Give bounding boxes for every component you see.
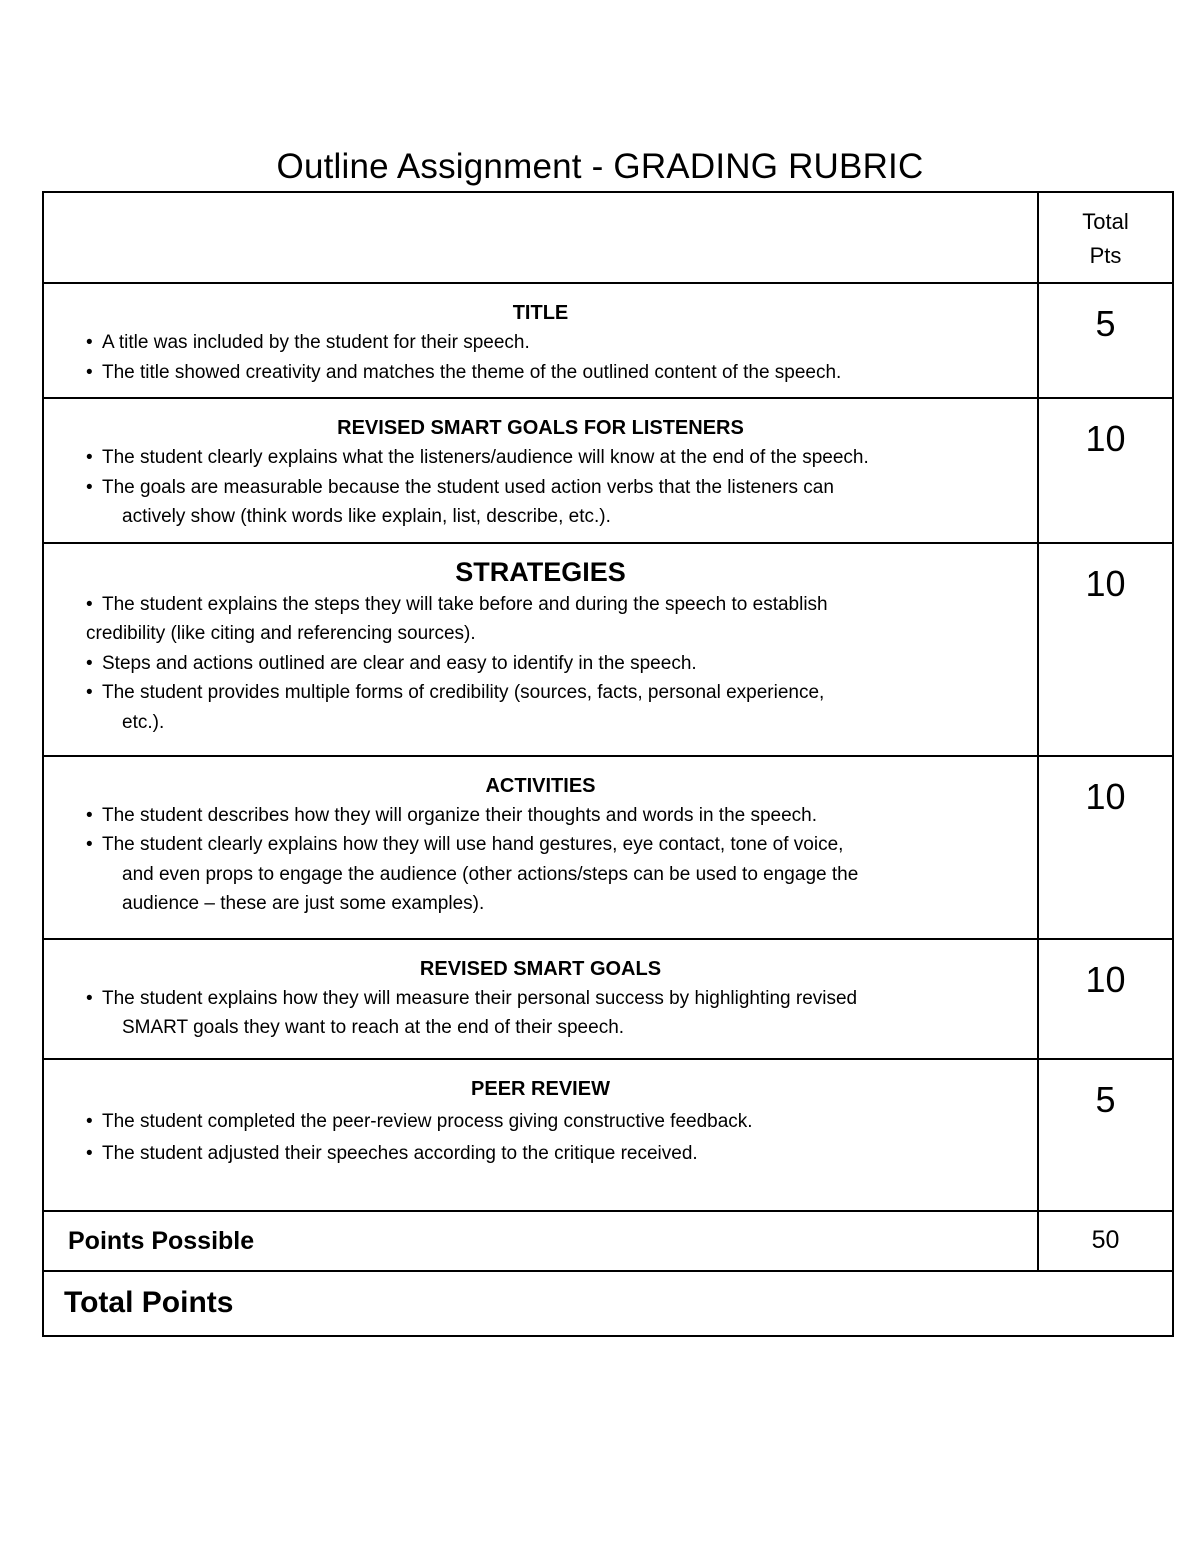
rubric-row-activities — [43, 756, 1173, 939]
points-cell: 10 — [1038, 939, 1173, 1059]
criteria-heading: PEER REVIEW — [471, 1077, 610, 1100]
points-possible-value: 50 — [1038, 1211, 1173, 1271]
points-cell: 10 — [1038, 543, 1173, 756]
list-item: • A title was included by the student for their speech. — [86, 332, 530, 353]
criteria-cell — [43, 283, 1038, 398]
list-item-continuation: audience – these are just some examples). — [122, 893, 485, 914]
points-possible-label: Points Possible — [43, 1211, 1038, 1271]
criteria-cell — [43, 543, 1038, 756]
list-item-continuation: and even props to engage the audience (other actions/steps can be used to engage the — [122, 863, 859, 885]
rubric-table — [42, 191, 1174, 1337]
list-item: • The student provides multiple forms of credibility (sources, facts, personal experience, — [86, 682, 825, 703]
total-label: Total — [1082, 209, 1129, 234]
points-cell: 5 — [1038, 283, 1173, 398]
list-item-continuation: etc.). — [122, 711, 165, 733]
rubric-row-title — [43, 283, 1173, 398]
criteria-heading: REVISED SMART GOALS FOR LISTENERS — [337, 417, 744, 439]
criteria-cell — [43, 756, 1038, 939]
total-points-row — [43, 1271, 1173, 1336]
list-item: • The student describes how they will organize their thoughts and words in the speech. — [86, 804, 818, 826]
list-item-continuation: credibility (like citing and referencing sources). — [86, 623, 476, 644]
rubric-row-strategies — [43, 543, 1173, 756]
list-item: • The student explains how they will measure their personal success by highlighting revised — [86, 987, 858, 1009]
rubric-row-smart-goals — [43, 939, 1173, 1059]
list-item: • The student clearly explains how they will use hand gestures, eye contact, tone of voice, — [86, 834, 844, 855]
criteria-heading: REVISED SMART GOALS — [419, 957, 662, 980]
header-criteria-cell — [43, 192, 1038, 283]
criteria-cell — [43, 939, 1038, 1059]
list-item-continuation: actively show (think words like explain, list, describe, etc.). — [122, 506, 611, 527]
criteria-heading: STRATEGIES — [455, 556, 626, 587]
pts-label: Pts — [1089, 243, 1122, 268]
page-title: Outline Assignment - GRADING RUBRIC — [276, 147, 924, 186]
header-points-cell — [1038, 192, 1173, 283]
list-item: • The goals are measurable because the student used action verbs that the listeners can — [86, 476, 834, 498]
list-item: • The student explains the steps they will take before and during the speech to establish — [86, 593, 828, 615]
criteria-cell — [43, 1059, 1038, 1211]
points-possible-row — [43, 1211, 1173, 1271]
criteria-heading: ACTIVITIES — [485, 774, 596, 797]
list-item: • The title showed creativity and matches the theme of the outlined content of the speech. — [86, 361, 842, 383]
list-item-continuation: SMART goals they want to reach at the end of their speech. — [122, 1017, 625, 1038]
header-row — [43, 192, 1173, 283]
total-points-label: Total Points — [43, 1271, 1173, 1336]
list-item: • The student clearly explains what the listeners/audience will know at the end of the speech. — [86, 447, 869, 468]
list-item: • Steps and actions outlined are clear and easy to identify in the speech. — [86, 652, 697, 674]
points-cell: 5 — [1038, 1059, 1173, 1211]
list-item: • The student adjusted their speeches according to the critique received. — [86, 1143, 698, 1164]
criteria-heading: TITLE — [512, 302, 569, 324]
points-cell: 10 — [1038, 398, 1173, 543]
criteria-cell — [43, 398, 1038, 543]
points-cell: 10 — [1038, 756, 1173, 939]
rubric-row-smart-goals-listeners — [43, 398, 1173, 543]
rubric-row-peer-review — [43, 1059, 1173, 1211]
list-item: • The student completed the peer-review process giving constructive feedback. — [86, 1110, 753, 1132]
